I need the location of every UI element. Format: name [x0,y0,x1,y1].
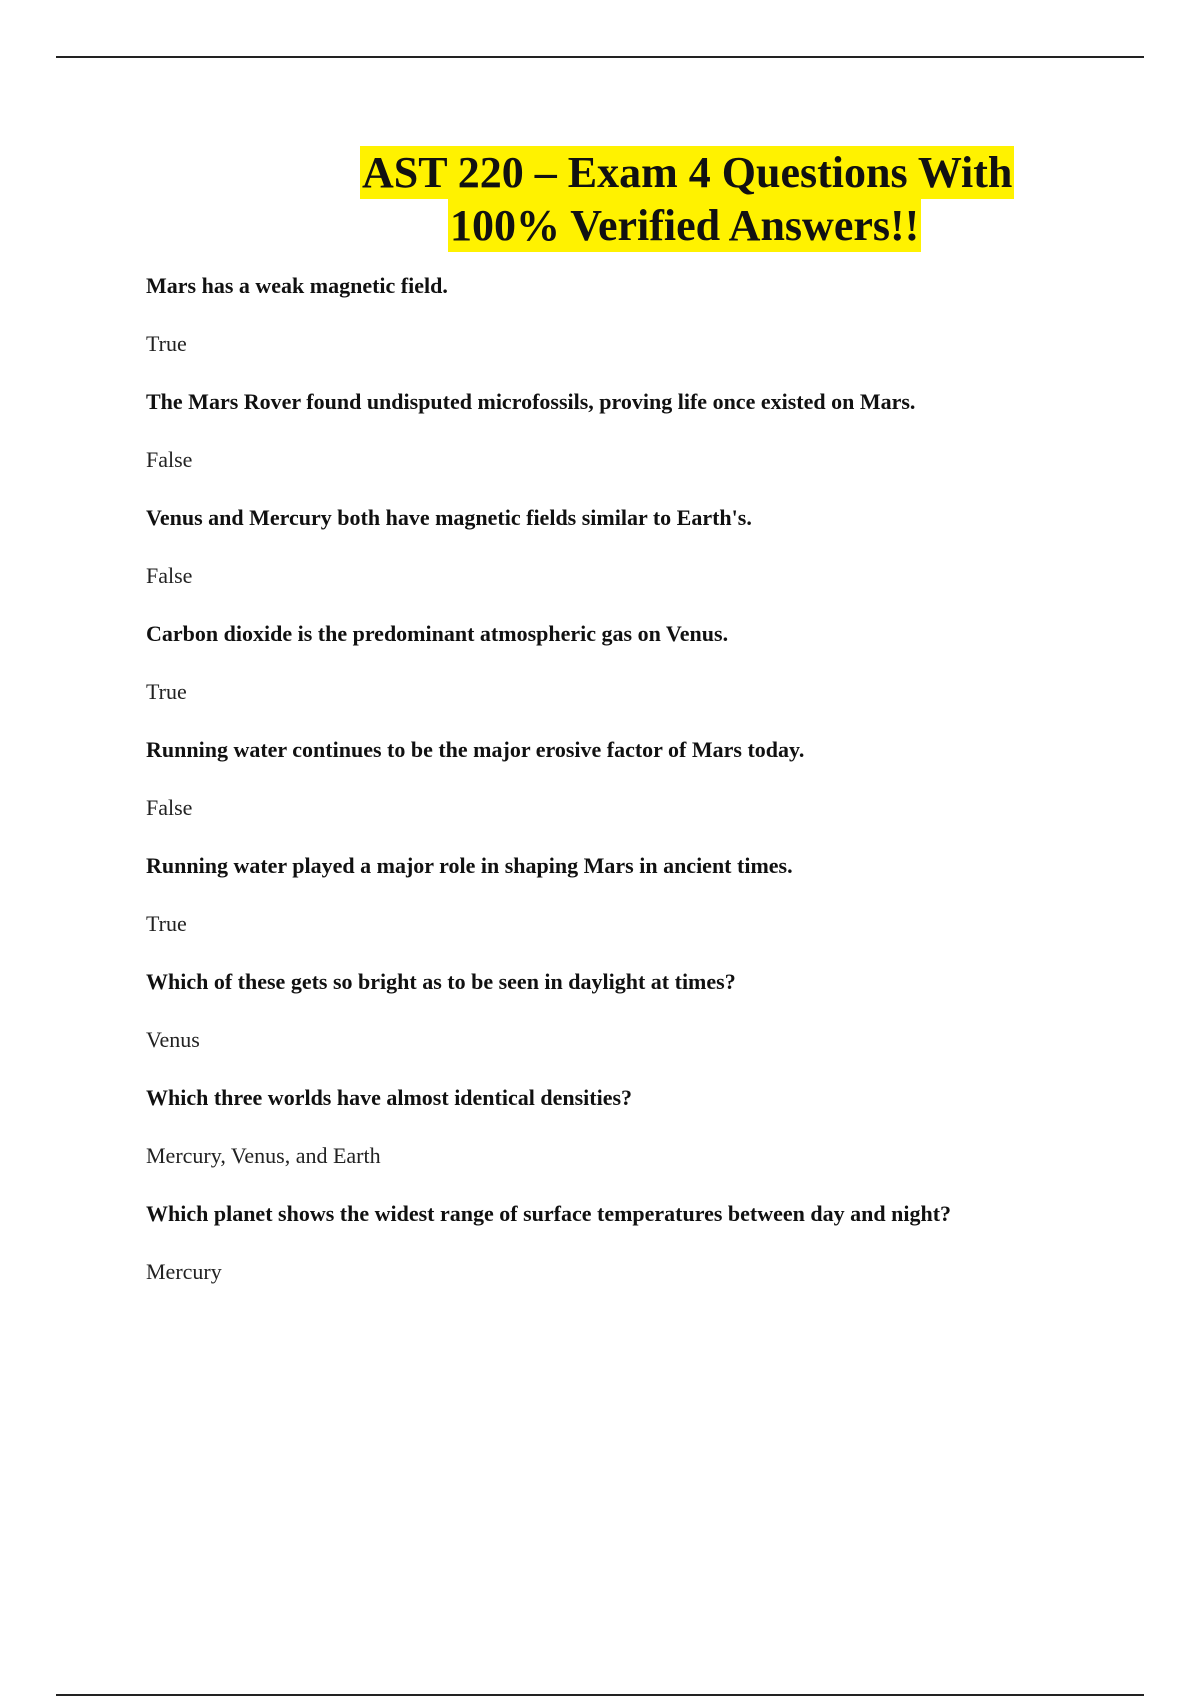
answer: False [146,795,193,820]
qa-item [146,270,1106,386]
answer: Mercury [146,1259,222,1284]
answer: True [146,679,187,704]
question: Venus and Mercury both have magnetic fields similar to Earth's. [146,505,752,530]
qa-item [146,386,1106,502]
question: Which planet shows the widest range of surface temperatures between day and night? [146,1201,952,1226]
answer: Mercury, Venus, and Earth [146,1143,381,1168]
document-title-line-2: 100% Verified Answers!! [450,201,920,250]
header-rule [56,56,1144,58]
qa-item [146,502,1106,618]
qa-item [146,966,1106,1082]
question: Running water continues to be the major erosive factor of Mars today. [146,737,805,762]
answer: False [146,563,193,588]
qa-item [146,618,1106,734]
answer: False [146,447,193,472]
question: The Mars Rover found undisputed microfossils, proving life once existed on Mars. [146,389,916,414]
question: Carbon dioxide is the predominant atmospheric gas on Venus. [146,621,729,646]
answer: Venus [146,1027,200,1052]
qa-item [146,850,1106,966]
footer-rule [56,1694,1144,1696]
question: Mars has a weak magnetic field. [146,273,448,298]
qa-item [146,734,1106,850]
qa-list [146,270,1106,1314]
question: Which three worlds have almost identical densities? [146,1085,633,1110]
qa-item [146,1198,1106,1314]
question: Which of these gets so bright as to be seen in daylight at times? [146,969,736,994]
qa-item [146,1082,1106,1198]
question: Running water played a major role in shaping Mars in ancient times. [146,853,793,878]
answer: True [146,911,187,936]
document-title-line-1: AST 220 – Exam 4 Questions With [362,148,1013,197]
answer: True [146,331,187,356]
title-block [0,146,1200,252]
